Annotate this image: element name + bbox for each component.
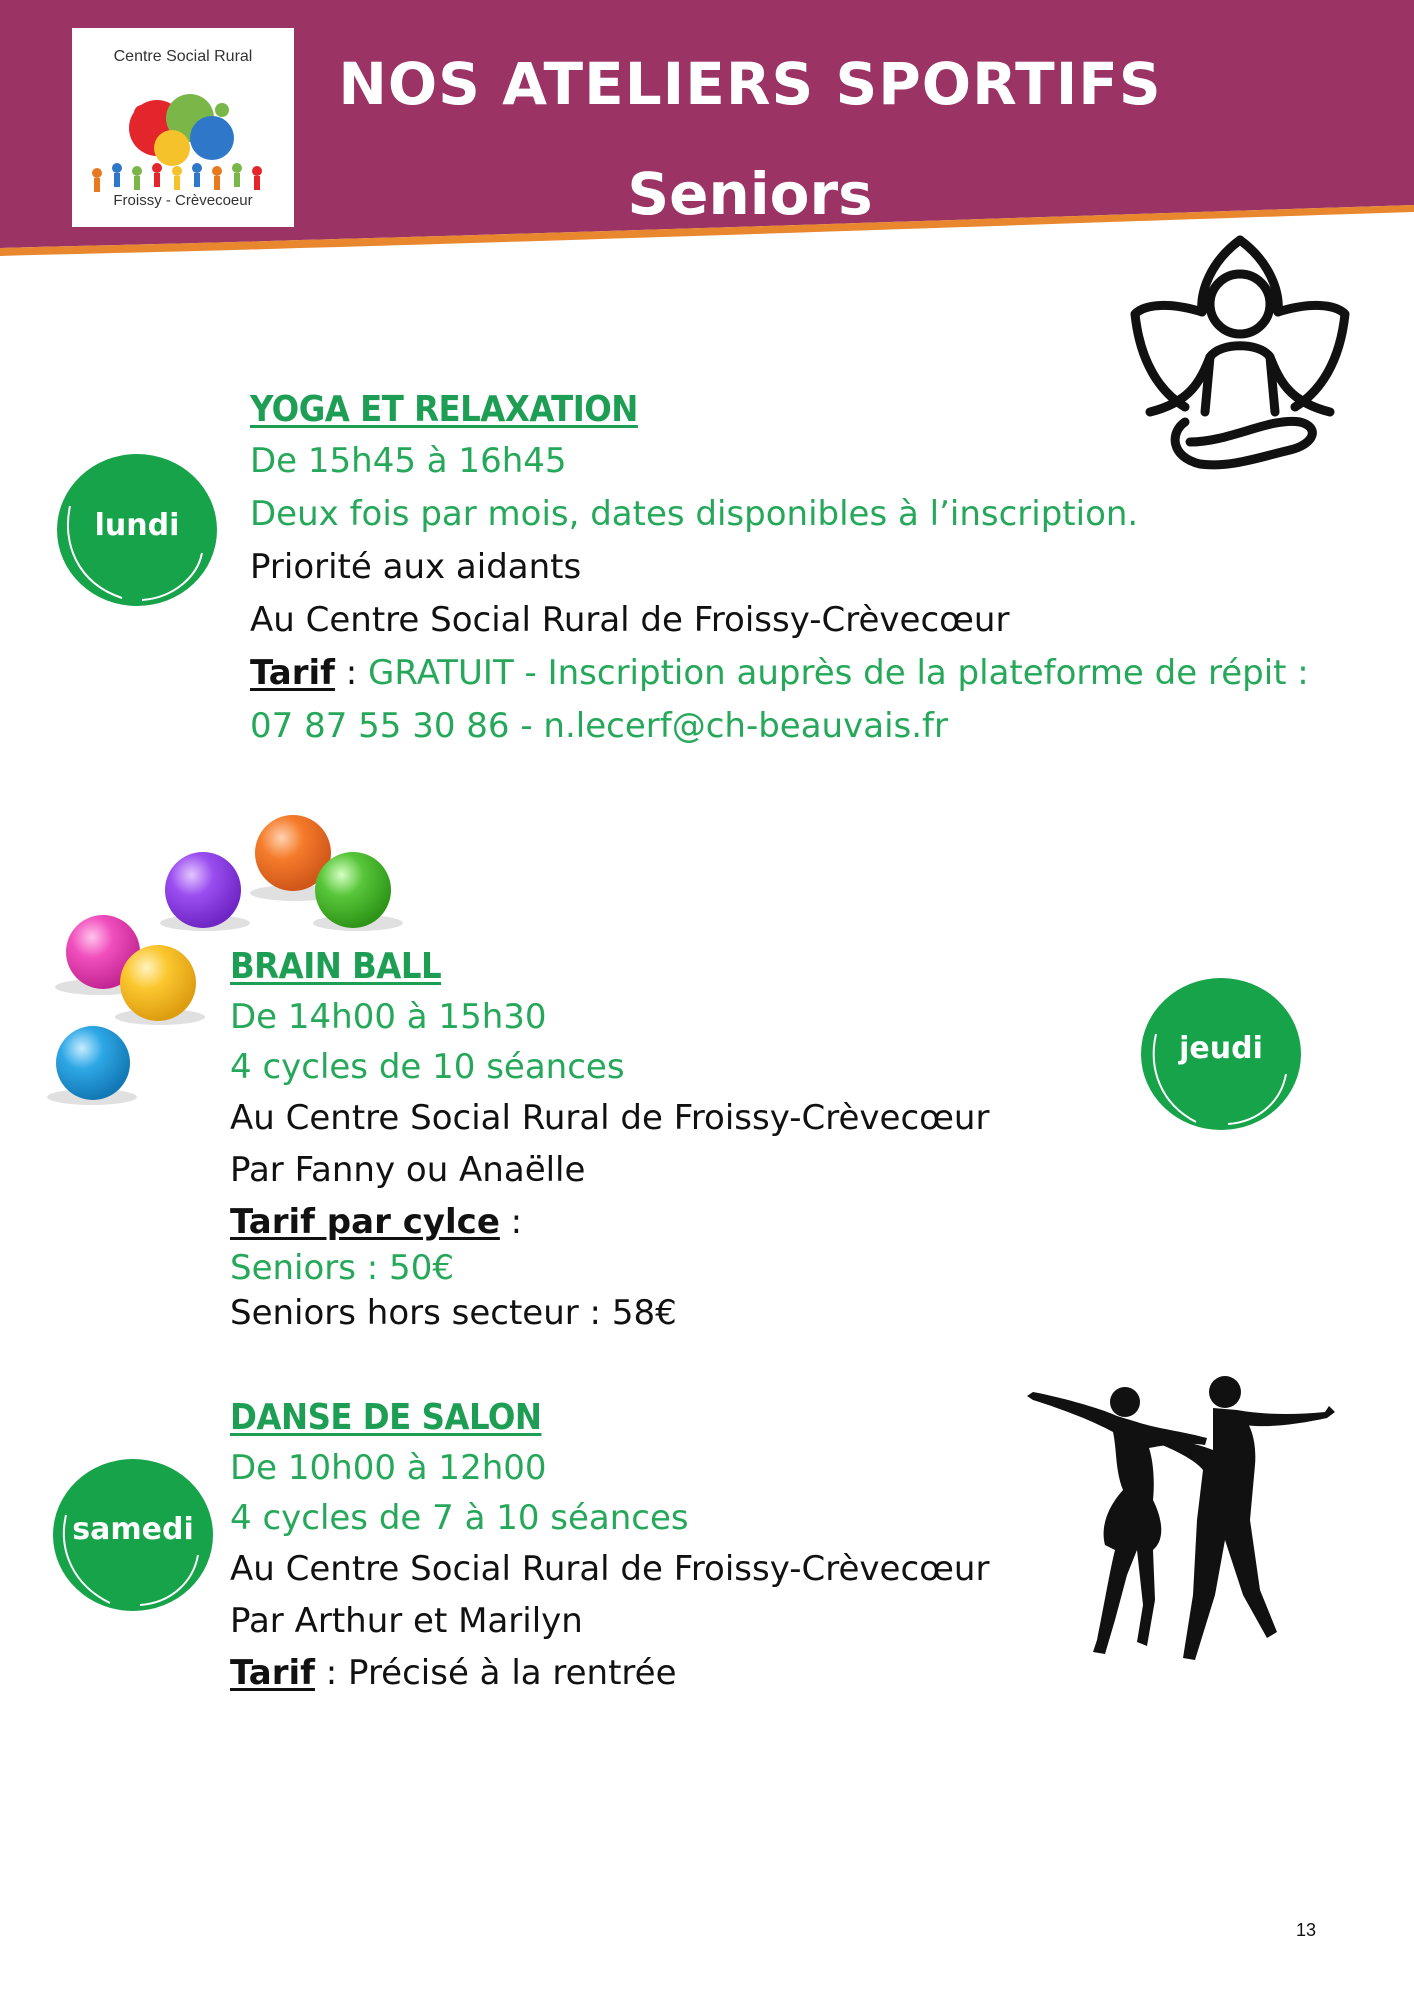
price-seniors: Seniors : 50€ [230, 1248, 454, 1288]
price-outside: Seniors hors secteur : 58€ [230, 1293, 677, 1333]
logo [72, 28, 294, 227]
activity-tarif [250, 647, 1309, 700]
tarif-label: Tarif [230, 1653, 315, 1693]
tarif-label: Tarif par cylce [230, 1202, 500, 1242]
activity-location: Au Centre Social Rural de Froissy-Crèvecœur [230, 1549, 990, 1589]
activity-frequency: 4 cycles de 10 séances [230, 1047, 625, 1087]
tarif-value: : Précisé à la rentrée [314, 1653, 677, 1693]
activity-location: Au Centre Social Rural de Froissy-Crèvecœur [250, 600, 1010, 640]
tarif-sep: : [334, 653, 369, 693]
activity-frequency: 4 cycles de 7 à 10 séances [230, 1498, 689, 1538]
activity-time: De 10h00 à 12h00 [230, 1448, 547, 1488]
activity-priority: Priorité aux aidants [250, 547, 582, 587]
activity-instructor: Par Arthur et Marilyn [230, 1601, 583, 1641]
page-title: NOS ATELIERS SPORTIFS [338, 50, 1162, 118]
day-badge-samedi [48, 1455, 218, 1615]
day-badge-lundi [52, 448, 222, 608]
activity-danse [230, 1393, 989, 1699]
activity-title: BRAIN BALL [230, 946, 442, 987]
page-subtitle: Seniors [627, 160, 873, 228]
logo-title: Centre Social Rural [113, 48, 253, 65]
dancers-icon [1025, 1370, 1345, 1670]
activity-contact: 07 87 55 30 86 - n.lecerf@ch-beauvais.fr [250, 706, 948, 746]
activity-tarif [230, 1647, 989, 1699]
day-label: jeudi [1179, 1031, 1263, 1066]
page-number: 13 [1296, 1920, 1317, 1940]
activity-title: DANSE DE SALON [230, 1397, 542, 1438]
activity-tarif [230, 1196, 989, 1248]
activity-time: De 15h45 à 16h45 [250, 441, 567, 481]
tarif-value: GRATUIT - Inscription auprès de la plateforme de répit : [368, 653, 1309, 693]
activity-location: Au Centre Social Rural de Froissy-Crèvecœur [230, 1098, 990, 1138]
activity-instructor: Par Fanny ou Anaëlle [230, 1150, 586, 1190]
day-badge-jeudi [1136, 974, 1306, 1134]
activity-frequency: Deux fois par mois, dates disponibles à l’inscription. [250, 494, 1139, 534]
activity-time: De 14h00 à 15h30 [230, 997, 547, 1037]
page-header [0, 0, 1414, 270]
tarif-label: Tarif [250, 653, 335, 693]
day-label: lundi [94, 508, 180, 543]
activity-brainball [230, 942, 989, 1338]
activity-title: YOGA ET RELAXATION [250, 389, 638, 430]
logo-subtitle: Froissy - Crèvecoeur [113, 192, 253, 209]
activity-yoga [250, 385, 1309, 753]
tarif-sep: : [499, 1202, 523, 1242]
day-label: samedi [72, 1512, 194, 1547]
